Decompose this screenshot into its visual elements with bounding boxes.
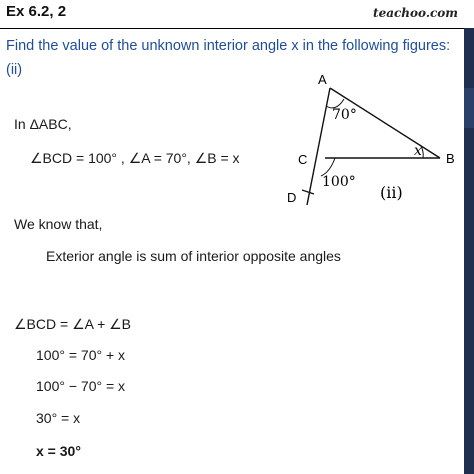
header-divider [0, 28, 474, 29]
solution-line-8: 30° = x [36, 410, 81, 426]
side-ab [330, 88, 440, 158]
solution-line-5: ∠BCD = ∠A + ∠B [14, 316, 132, 332]
vertex-c-label: C [298, 152, 308, 167]
solution-answer: x = 30° [36, 443, 81, 459]
solution-line-1: In ΔABC, [14, 116, 72, 132]
solution-line-6: 100° = 70° + x [36, 347, 126, 363]
vertex-d-label: D [287, 190, 297, 205]
angle-a-label: 70° [332, 107, 357, 123]
solution-line-7: 100° − 70° = x [36, 378, 126, 394]
solution-line-3: We know that, [14, 216, 103, 232]
question-part: (ii) [6, 62, 23, 78]
triangle-figure [280, 68, 466, 218]
angle-b-label: x [414, 143, 422, 159]
angle-c-label: 100° [322, 174, 356, 190]
solution-line-2: ∠BCD = 100° , ∠A = 70°, ∠B = x [30, 150, 240, 166]
figure-caption: (ii) [380, 183, 403, 202]
tick-d [302, 190, 314, 194]
vertex-a-label: A [318, 72, 327, 87]
exercise-title: Ex 6.2, 2 [6, 3, 67, 20]
brand-watermark: teachoo.com [373, 6, 458, 20]
question-text: Find the value of the unknown interior angle x in the following figures: [6, 38, 451, 54]
solution-line-4: Exterior angle is sum of interior opposite angles [46, 248, 341, 264]
vertex-b-label: B [446, 151, 455, 166]
